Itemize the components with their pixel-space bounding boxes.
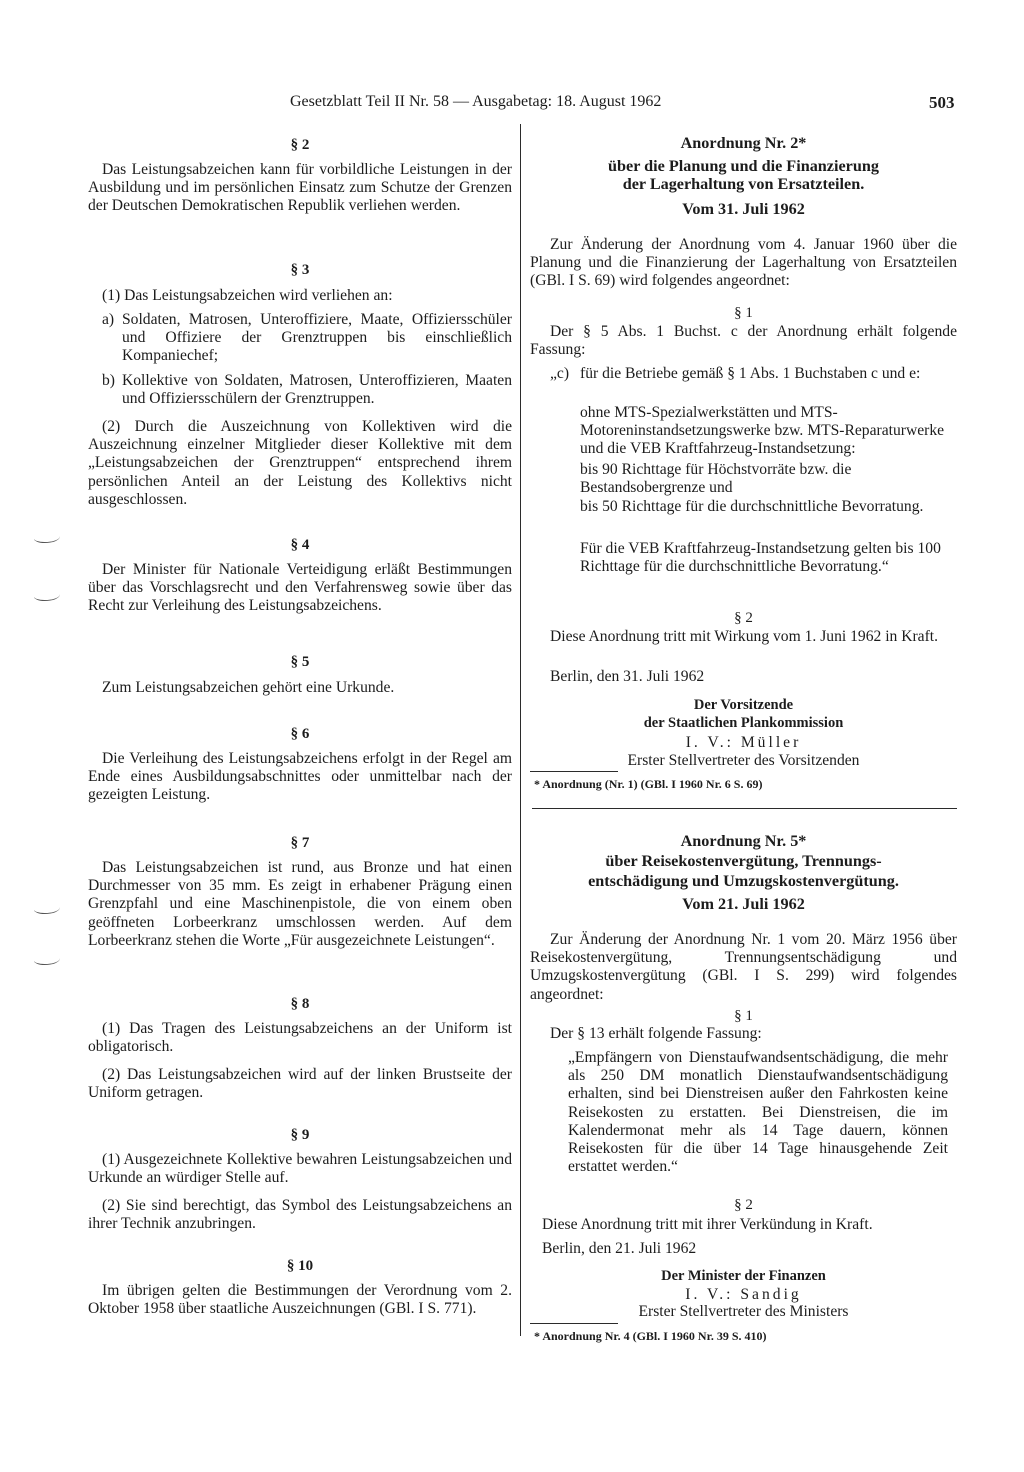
section-text: Diese Anordnung tritt mit Wirkung vom 1. Juni 1962 in Kraft. xyxy=(550,628,939,645)
list-item xyxy=(102,372,512,408)
margin-mark xyxy=(34,590,60,601)
order-title: Anordnung Nr. 5* xyxy=(680,832,807,850)
section-divider xyxy=(532,808,957,809)
clause-text: bis 90 Richttage für Höchstvorräte bzw. die Bestandsobergrenze und xyxy=(580,461,852,497)
section-heading: § 10 xyxy=(286,1258,314,1274)
section-text: Zum Leistungsabzeichen gehört eine Urkunde. xyxy=(102,679,395,696)
signature-name: I. V.: Sandig xyxy=(685,1286,802,1303)
signature-role: Erster Stellvertreter des Vorsitzenden xyxy=(627,752,860,769)
page-header: Gesetzblatt Teil II Nr. 58 — Ausgabetag: 18. August 1962 xyxy=(290,93,662,110)
section-heading: § 6 xyxy=(290,726,310,742)
list-label: b) xyxy=(102,372,115,389)
clause-label: „c) xyxy=(550,365,570,382)
section-text: Der § 5 Abs. 1 Buchst. c der Anordnung erhält folgende Fassung: xyxy=(530,323,957,359)
section-heading: § 8 xyxy=(290,996,310,1012)
section-heading: § 7 xyxy=(290,835,310,851)
order-title: der Lagerhaltung von Ersatzteilen. xyxy=(622,175,865,193)
order-title: über die Planung und die Finanzierung xyxy=(608,157,879,175)
order-date: Vom 21. Juli 1962 xyxy=(682,895,805,913)
order-intro: Zur Änderung der Anordnung Nr. 1 vom 20. März 1956 über Reisekostenvergütung, Trennungsentschädigung und Umzugskostenvergütung (GBl. I S. 299) wird folgendes angeordnet: xyxy=(530,931,957,1003)
footnote: * Anordnung (Nr. 1) (GBl. I 1960 Nr. 6 S. 69) xyxy=(534,777,763,791)
order-title: entschädigung und Umzugskostenvergütung. xyxy=(588,872,899,890)
margin-mark xyxy=(34,954,60,965)
margin-mark xyxy=(34,903,60,914)
section-text: (2) Durch die Auszeichnung von Kollektiven wird die Auszeichnung einzelner Mitglieder dieser Kollektive mit dem „Leistungsabzeichen der Grenztruppen“ entsprechend ihrem persönlichen Anteil an der Leistung des Kollektivs nicht ausgeschlossen. xyxy=(88,418,512,508)
signature-name: I. V.: Müller xyxy=(685,734,802,751)
section-text: (1) Ausgezeichnete Kollektive bewahren Leistungsabzeichen und Urkunde an würdiger Stelle auf. xyxy=(88,1151,512,1187)
section-heading: § 2 xyxy=(734,610,753,626)
section-heading: § 9 xyxy=(290,1127,310,1143)
footnote-rule xyxy=(530,1323,618,1324)
section-text: Das Leistungsabzeichen kann für vorbildliche Leistungen in der Ausbildung und im persönlichen Einsatz zum Schutze der Grenzen der Deutschen Demokratischen Republik verliehen werden. xyxy=(88,161,512,215)
section-text: (1) Das Leistungsabzeichen wird verliehen an: xyxy=(102,287,393,304)
clause-text: für die Betriebe gemäß § 1 Abs. 1 Buchstaben c und e: xyxy=(580,365,921,382)
footnote-rule xyxy=(530,771,618,772)
section-text: Der § 13 erhält folgende Fassung: xyxy=(550,1025,762,1042)
order-title: über Reisekostenvergütung, Trennungs- xyxy=(605,852,882,870)
place-date: Berlin, den 31. Juli 1962 xyxy=(550,668,705,685)
section-heading: § 4 xyxy=(290,537,310,553)
section-text: Diese Anordnung tritt mit ihrer Verkündung in Kraft. xyxy=(542,1216,873,1233)
page-number: 503 xyxy=(929,93,955,112)
signature-title: Der Vorsitzende xyxy=(693,697,794,713)
section-text: Der Minister für Nationale Verteidigung erläßt Bestimmungen über das Vorschlagsrecht und den Verfahrensweg sowie über das Recht zur Verleihung des Leistungsabzeichens. xyxy=(88,561,512,615)
section-text: (2) Das Leistungsabzeichen wird auf der linken Brustseite der Uniform getragen. xyxy=(88,1066,512,1102)
quoted-clause: „Empfängern von Dienstaufwandsentschädigung, die mehr als 250 DM monatlich Dienstaufwandsentschädigung erhalten, sind bei Dienstreisen außer den Fahrkosten keine Reisekosten zu erstatten. Bei Dienstreisen, die im Kalendermonat mehr als 14 Tage dauern, können Reisekosten für die über 14 Tage hinausgehende Zeit erstattet werden.“ xyxy=(568,1049,948,1176)
list-text: Kollektive von Soldaten, Matrosen, Unteroffizieren, Maaten und Offiziersschülern der Grenztruppen. xyxy=(122,372,512,408)
column-divider xyxy=(520,124,521,1336)
section-heading: § 1 xyxy=(734,1008,753,1024)
section-heading: § 1 xyxy=(734,305,753,321)
footnote: * Anordnung Nr. 4 (GBl. I 1960 Nr. 39 S. 410) xyxy=(534,1329,767,1343)
margin-mark xyxy=(34,532,60,543)
section-text: Im übrigen gelten die Bestimmungen der Verordnung vom 2. Oktober 1958 über staatliche Auszeichnungen (GBl. I S. 771). xyxy=(88,1282,512,1318)
section-text: Die Verleihung des Leistungsabzeichens erfolgt in der Regel am Ende eines Ausbildungsabschnittes oder unmittelbar nach der gezeigten Leistung. xyxy=(88,750,512,804)
section-heading: § 5 xyxy=(290,654,310,670)
signature-title: Der Minister der Finanzen xyxy=(661,1268,826,1284)
section-heading: § 3 xyxy=(290,262,310,278)
signature-role: Erster Stellvertreter des Ministers xyxy=(638,1303,849,1320)
quoted-clause xyxy=(550,365,957,383)
list-item xyxy=(102,311,512,366)
section-text: Das Leistungsabzeichen ist rund, aus Bronze und hat einen Durchmesser von 35 mm. Es zeigt in erhabener Prägung einen Grenzpfahl und eine Maschinenpistole, die von einem oben geöffneten Lorbeerkranz umschlossen werden. Auf dem Lorbeerkranz stehen die Worte „Für ausgezeichnete Leistungen“. xyxy=(88,859,512,949)
list-label: a) xyxy=(102,311,115,328)
place-date: Berlin, den 21. Juli 1962 xyxy=(542,1240,697,1257)
order-date: Vom 31. Juli 1962 xyxy=(682,200,805,218)
section-heading: § 2 xyxy=(290,137,310,153)
order-title: Anordnung Nr. 2* xyxy=(680,134,807,152)
list-text: Soldaten, Matrosen, Unteroffiziere, Maate, Offiziersschüler und Offiziere der Grenztruppen bis einschließlich Kompaniechef; xyxy=(122,311,512,365)
clause-text: Für die VEB Kraftfahrzeug-Instandsetzung gelten bis 100 Richttage für die durchschnittliche Bevorratung.“ xyxy=(580,540,941,576)
section-text: (2) Sie sind berechtigt, das Symbol des Leistungsabzeichens an ihrer Technik anzubringen. xyxy=(88,1197,512,1233)
order-intro: Zur Änderung der Anordnung vom 4. Januar 1960 über die Planung und die Finanzierung der Lagerhaltung von Ersatzteilen (GBl. I S. 69) wird folgendes angeordnet: xyxy=(530,236,957,290)
section-text: (1) Das Tragen des Leistungsabzeichens an der Uniform ist obligatorisch. xyxy=(88,1020,512,1056)
section-heading: § 2 xyxy=(734,1197,753,1213)
signature-title: der Staatlichen Plankommission xyxy=(643,715,844,731)
clause-text: bis 50 Richttage für die durchschnittliche Bevorratung. xyxy=(580,498,924,515)
clause-text: ohne MTS-Spezialwerkstätten und MTS-Motoreninstandsetzungswerke bzw. MTS-Reparaturwerke und die VEB Kraftfahrzeug-Instandsetzung: xyxy=(580,404,945,458)
